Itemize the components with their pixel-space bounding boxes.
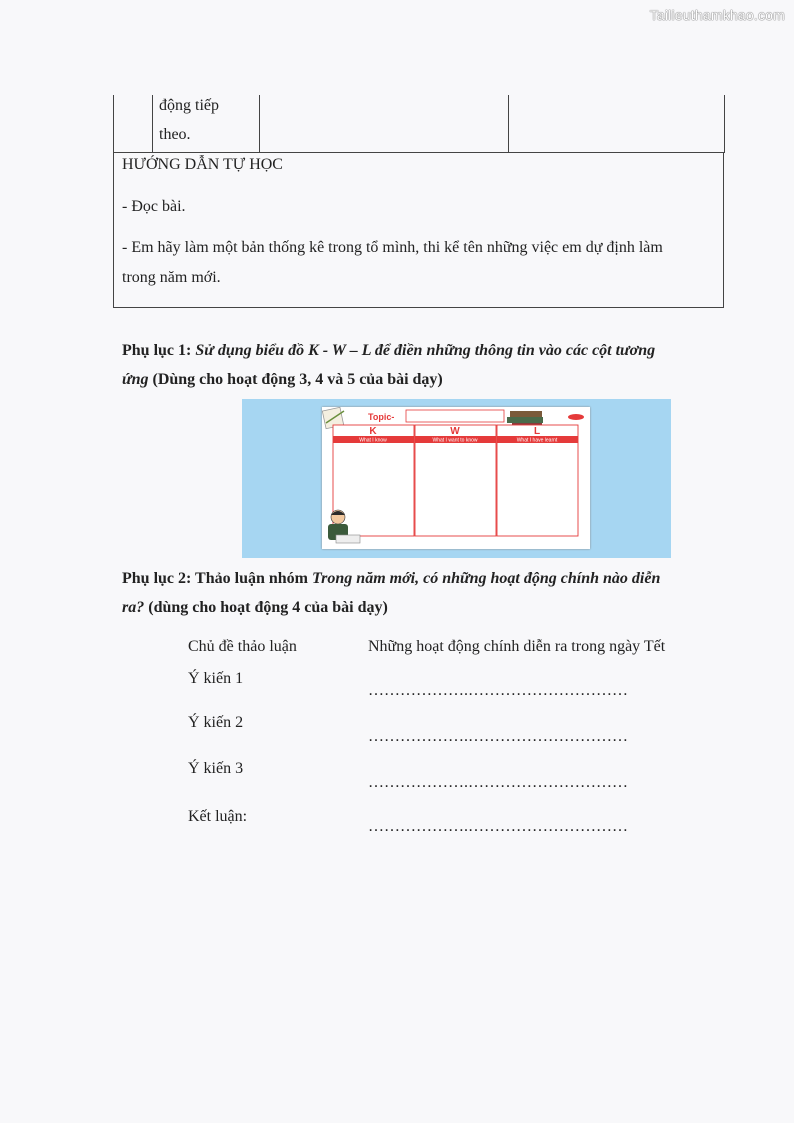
appendix-2-title-cont: ra? bbox=[122, 599, 145, 616]
table-fragment bbox=[113, 95, 725, 153]
kwl-topic-field bbox=[406, 410, 504, 422]
appendix-1 bbox=[122, 336, 718, 394]
discussion-col1-header: Chủ đề thảo luận bbox=[188, 638, 297, 655]
watermark: Tailieuthamkhao.com bbox=[649, 7, 785, 23]
self-study-item: - Em hãy làm một bản thống kê trong tổ mình, thi kể tên những việc em dự định làm bbox=[122, 239, 663, 256]
kwl-sub-l: What I have learnt bbox=[516, 437, 558, 444]
discussion-row-label: Kết luận: bbox=[188, 808, 248, 825]
discussion-row-dots: ……………….………………………… bbox=[368, 728, 628, 745]
kwl-letter-w: W bbox=[450, 426, 460, 437]
self-study-heading: HƯỚNG DẪN TỰ HỌC bbox=[122, 156, 283, 173]
table-cell-text: theo. bbox=[159, 126, 191, 143]
kwl-letter-k: K bbox=[369, 426, 377, 437]
appendix-2-note: (dùng cho hoạt động 4 của bài dạy) bbox=[148, 599, 388, 616]
appendix-1-note: (Dùng cho hoạt động 3, 4 và 5 của bài dạy) bbox=[152, 371, 443, 388]
appendix-2-title: Trong năm mới, có những hoạt động chính nào diễn bbox=[312, 570, 661, 587]
discussion-col2-header: Những hoạt động chính diễn ra trong ngày Tết bbox=[368, 638, 666, 655]
discussion-row-dots: ……………….………………………… bbox=[368, 774, 628, 791]
table-cell-text: động tiếp bbox=[159, 97, 219, 114]
appendix-2 bbox=[122, 564, 718, 622]
self-study-item: - Đọc bài. bbox=[122, 198, 186, 215]
table-border bbox=[724, 95, 725, 153]
table-border bbox=[508, 95, 509, 153]
discussion-row-label: Ý kiến 3 bbox=[188, 760, 244, 777]
discussion-row-label: Ý kiến 1 bbox=[188, 670, 244, 687]
kwl-sub-k: What I know bbox=[359, 437, 387, 444]
table-border bbox=[152, 95, 153, 153]
kwl-topic-label: Topic- bbox=[368, 412, 395, 422]
kwl-letter-l: L bbox=[533, 426, 541, 437]
self-study-item: trong năm mới. bbox=[122, 269, 221, 286]
kwl-sheet-drawing bbox=[322, 407, 590, 549]
logo-icon bbox=[568, 414, 584, 420]
kwl-sheet bbox=[322, 407, 590, 549]
appendix-1-label: Phụ lục 1: bbox=[122, 342, 192, 359]
discussion-row-dots: ……………….………………………… bbox=[368, 818, 628, 835]
table-border bbox=[259, 95, 260, 153]
appendix-2-label: Phụ lục 2: Thảo luận nhóm bbox=[122, 570, 308, 587]
discussion-row-label: Ý kiến 2 bbox=[188, 714, 244, 731]
appendix-1-title-cont: ứng bbox=[122, 371, 149, 388]
appendix-1-title: Sử dụng biểu đồ K - W – L để điền những thông tin vào các cột tương bbox=[195, 342, 656, 359]
kwl-chart-image bbox=[242, 399, 671, 558]
table-border bbox=[113, 95, 114, 153]
kwl-sub-w: What I want to know bbox=[432, 437, 478, 444]
self-study-box bbox=[113, 152, 724, 308]
discussion-row-dots: ……………….………………………… bbox=[368, 682, 628, 699]
